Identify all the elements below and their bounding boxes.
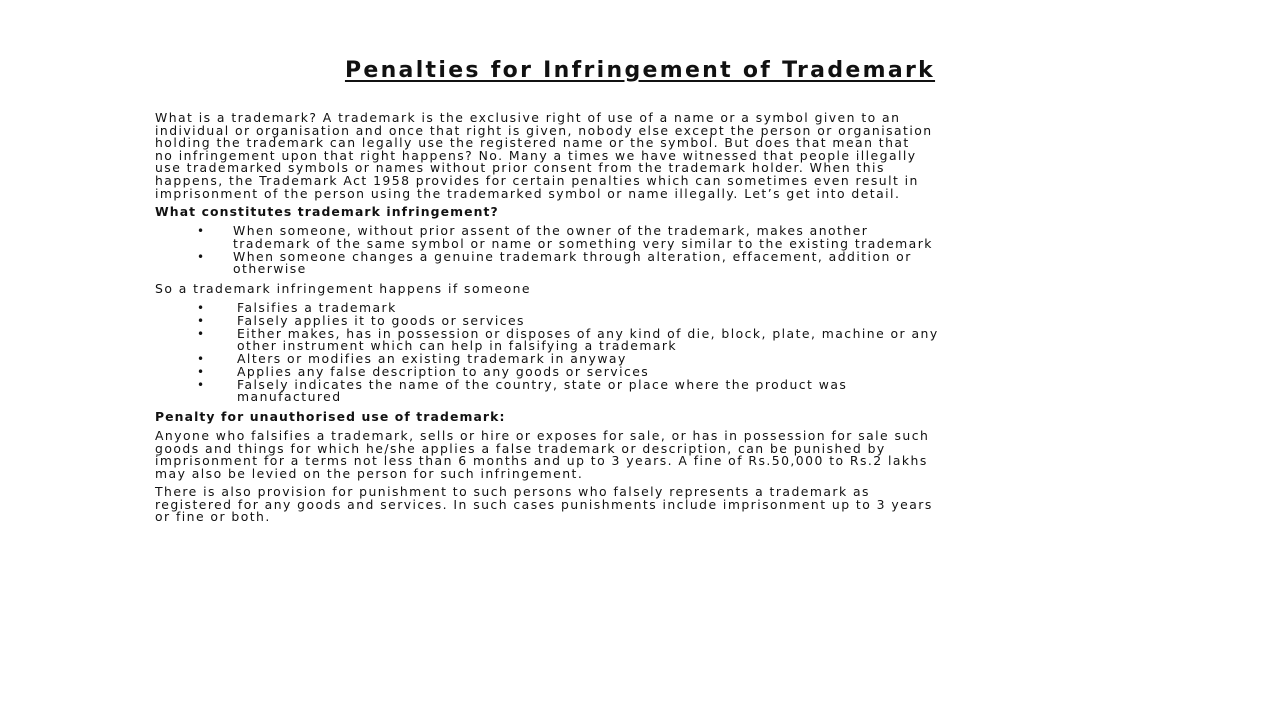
page-title: Penalties for Infringement of Trademark [344,58,936,83]
text-line: Anyone who falsifies a trademark, sells or hire or exposes for sale, or has in possession for sale such [155,428,930,443]
text-line: individual or organisation and once that right is given, nobody else except the person or organisation [155,122,933,138]
list-item-line: When someone, without prior assent of the owner of the trademark, makes another [233,223,869,238]
list-item-line: When someone changes a genuine trademark through alteration, effacement, addition or [233,248,912,264]
text-line: holding the trademark can legally use the registered name or the symbol. But does that mean that [155,135,910,151]
text-line: goods and things for which he/she applies a false trademark or description, can be punished by [155,440,886,456]
list-item-line: otherwise [233,261,307,276]
list-item-line: manufactured [237,389,342,404]
list-item-line: Falsely indicates the name of the country, state or place where the product was [237,376,848,392]
bullet-icon: • [197,249,205,264]
list-item-line: Falsifies a trademark [237,300,397,315]
bullet-icon: • [197,326,205,341]
list-item-line: Either makes, has in possession or disposes of any kind of die, block, plate, machine or any [237,325,939,341]
text-line: or fine or both. [155,509,271,525]
text-line: no infringement upon that right happens? No. Many a times we have witnessed that people illegally [155,147,917,163]
bullet-icon: • [197,364,205,379]
bullet-icon: • [197,377,205,392]
lead-text: So a trademark infringement happens if someone [155,281,531,296]
section-heading: What constitutes trademark infringement? [155,204,499,219]
text-line: registered for any goods and services. In such cases punishments include imprisonment up to 3 years [155,496,933,512]
bullet-icon: • [197,224,205,238]
text-line: There is also provision for punishment to such persons who falsely represents a trademark as [155,484,870,499]
section-heading: Penalty for unauthorised use of trademark: [155,409,506,424]
list-item-line: other instrument which can help in falsifying a trademark [237,338,678,354]
bullet-icon: • [197,301,205,315]
text-line: imprisonment of the person using the trademarked symbol or name illegally. Let’s get into detail. [155,185,901,201]
text-line: may also be levied on the person for such infringement. [155,465,584,481]
list-item-line: Falsely applies it to goods or services [237,313,525,328]
text-line: imprisonment for a terms not less than 6 months and up to 3 years. A fine of Rs.50,000 to Rs.2 lakhs [155,453,928,469]
bullet-icon: • [197,314,205,328]
text-line: use trademarked symbols or names without prior consent from the trademark holder. When this [155,160,885,176]
bullet-icon: • [197,352,205,366]
text-line: happens, the Trademark Act 1958 provides for certain penalties which can sometimes even result in [155,173,919,188]
list-item-line: Alters or modifies an existing trademark in anyway [237,351,627,366]
list-item-line: trademark of the same symbol or name or something very similar to the existing trademark [233,235,933,251]
list-item-line: Applies any false description to any goods or services [237,363,650,379]
text-line: What is a trademark? A trademark is the exclusive right of use of a name or a symbol given to an [155,110,901,125]
